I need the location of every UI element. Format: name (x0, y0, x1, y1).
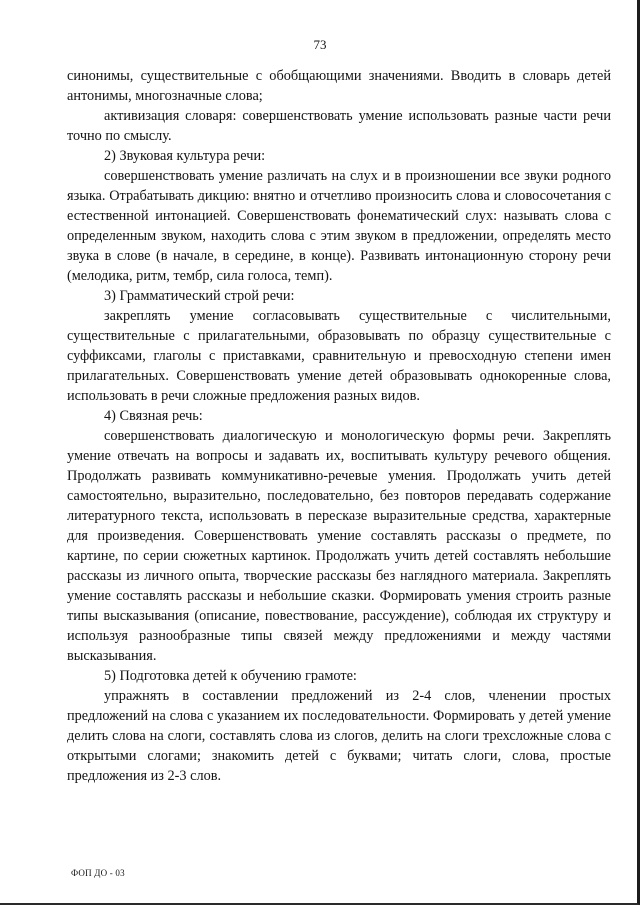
section-heading: 5) Подготовка детей к обучению грамоте: (104, 668, 357, 684)
paragraph: совершенствовать диалогическую и монологическую формы речи. Закреплять умение отвечать на вопросы и задавать их, воспитывать культуру речевого общения. Продолжать развивать коммуникативно-речевые умения. Продолжать учить детей самостоятельно, выразительно, последовательно, без повторов передавать содержание литературного текста, использовать в пересказе выразительные средства, характерные для произведения. Совершенствовать умение составлять рассказы о предмете, по картине, по серии сюжетных картинок. Продолжать учить детей составлять небольшие рассказы из личного опыта, творческие рассказы без наглядного материала. Закреплять умение составлять рассказы и небольшие сказки. Формировать умения строить разные типы высказывания (описание, повествование, рассуждение), соблюдая их структуру и используя разнообразные типы связей между предложениями и между частями высказывания. (67, 428, 611, 664)
paragraph: упражнять в составлении предложений из 2-4 слов, членении простых предложений на слова с указанием их последовательности. Формировать у детей умение делить слова на слоги, составлять слова из слогов, делить на слоги трехсложные слова с открытыми слогами; знакомить детей с буквами; читать слоги, слова, простые предложения из 2-3 слов. (67, 688, 611, 784)
section-heading: 4) Связная речь: (104, 408, 203, 424)
paragraph: совершенствовать умение различать на слух и в произношении все звуки родного языка. Отрабатывать дикцию: внятно и отчетливо произносить слова и словосочетания с естественной интонацией. Совершенствовать фонематический слух: называть слова с определенным звуком, находить слова с этим звуком в предложении, определять место звука в слове (в начале, в середине, в конце). Развивать интонационную сторону речи (мелодика, ритм, тембр, сила голоса, темп). (67, 168, 611, 284)
paragraph: закреплять умение согласовывать существительные с числительными, существительные с прилагательными, образовывать по образцу существительные с суффиксами, глаголы с приставками, сравнительную и превосходную степени имен прилагательных. Совершенствовать умение детей образовывать однокоренные слова, использовать в речи сложные предложения разных видов. (67, 308, 611, 404)
paragraph: синонимы, существительные с обобщающими значениями. Вводить в словарь детей антонимы, многозначные слова; (67, 68, 611, 104)
document-body (67, 66, 611, 786)
section-heading: 3) Грамматический строй речи: (104, 288, 295, 304)
document-footer-code: ФОП ДО - 03 (71, 868, 125, 878)
section-heading: 2) Звуковая культура речи: (104, 148, 266, 164)
paragraph: активизация словаря: совершенствовать умение использовать разные части речи точно по смыслу. (67, 108, 611, 144)
page-number: 73 (313, 37, 327, 52)
